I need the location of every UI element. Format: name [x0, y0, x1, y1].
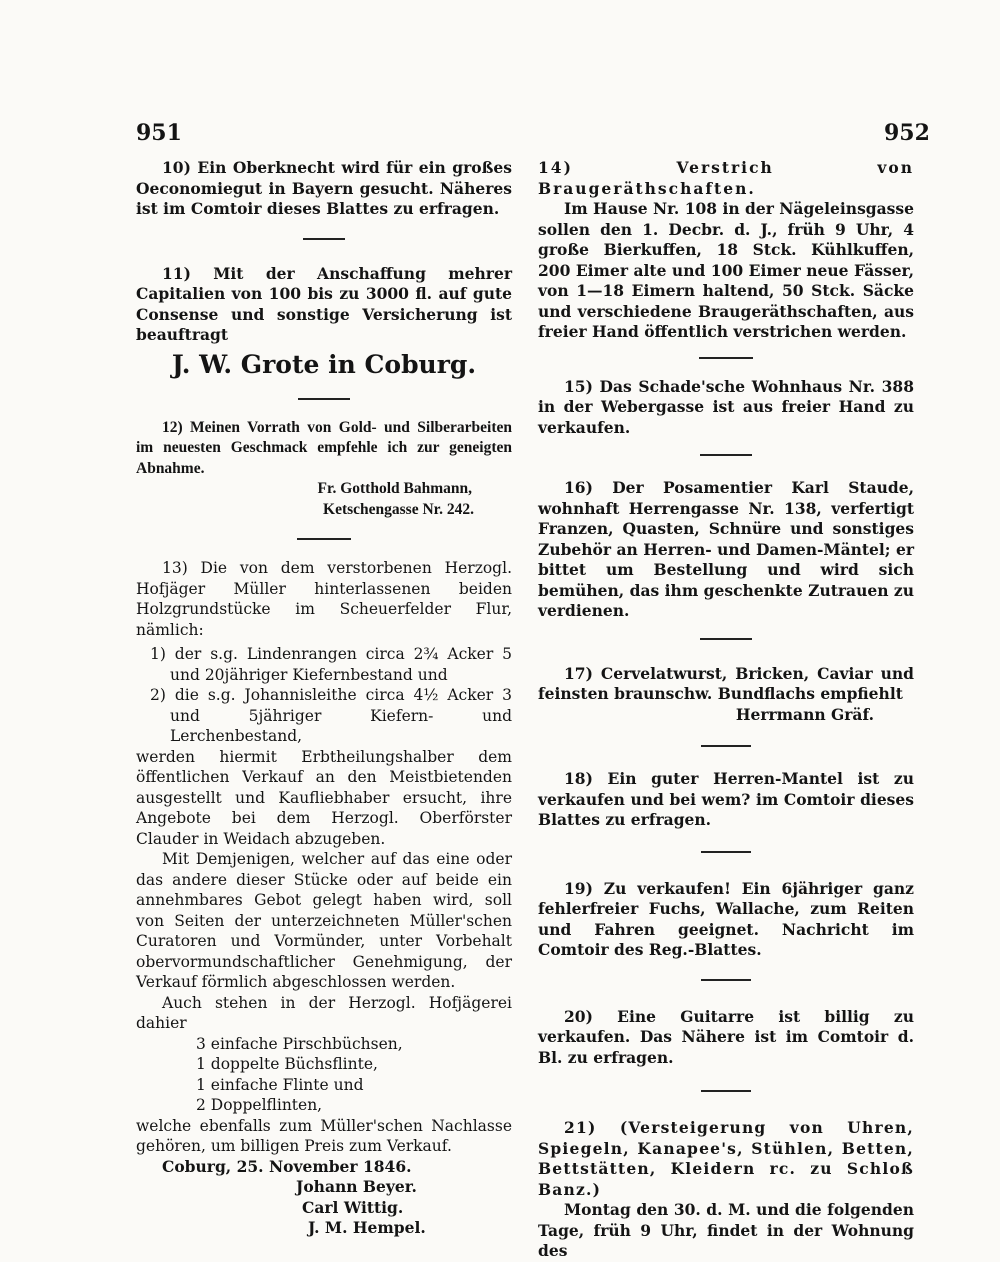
divider	[297, 538, 351, 540]
ad-13-date: Coburg, 25. November 1846.	[162, 1156, 412, 1176]
ad-13-intro: 13) Die von dem verstorbenen Herzogl. Hofjäger Müller hinterlassenen beiden Holzgrundstücke im Scheuerfelder Flur, nämlich:	[136, 559, 512, 639]
ad-17: 17) Cervelatwurst, Bricken, Caviar und feinsten braunschw. Bundflachs empfiehlt	[538, 663, 914, 703]
ad-20: 20) Eine Guitarre ist billig zu verkaufen. Das Nähere ist im Comtoir d. Bl. zu erfragen.	[538, 1006, 914, 1067]
ad-21-title: 21) (Versteigerung von Uhren, Spiegeln, Kanapee's, Stühlen, Betten, Bettstätten, Kleidern rc. zu Schloß Banz.)	[538, 1118, 914, 1199]
divider	[700, 638, 752, 640]
ad-11: 11) Mit der Anschaffung mehrer Capitalien von 100 bis zu 3000 fl. auf gute Consense und sonstige Versicherung ist beauftragt	[136, 263, 512, 344]
ad-13-paragraph-3: Auch stehen in der Herzogl. Hofjägerei dahier	[136, 993, 512, 1032]
page-number-left: 951	[136, 120, 182, 146]
ad-13-signature-2: Carl Wittig.	[302, 1197, 404, 1217]
page-number-right: 952	[884, 120, 930, 146]
divider	[700, 454, 752, 456]
ad-18: 18) Ein guter Herren-Mantel ist zu verkaufen und bei wem? im Comtoir dieses Blattes zu erfragen.	[538, 769, 914, 829]
divider	[701, 979, 751, 981]
ad-13-item-2: 2) die s.g. Johannisleithe circa 4½ Acker 3 und 5jähriger Kiefern- und Lerchenbestand,	[150, 686, 512, 745]
ad-11-name: J. W. Grote in Coburg.	[171, 349, 477, 379]
ad-16: 16) Der Posamentier Karl Staude, wohnhaft Herrengasse Nr. 138, verfertigt Franzen, Quasten, Schnüre und sonstiges Zubehör an Herren- und Damen-Mäntel; er bittet um Bestellung und wird sich bemühen, das ihm geschenkte Zutrauen zu verdienen.	[538, 478, 914, 620]
ad-17-signature: Herrmann Gräf.	[735, 704, 874, 724]
ad-19: 19) Zu verkaufen! Ein 6jähriger ganz fehlerfreier Fuchs, Wallache, zum Reiten und Fahren geeignet. Nachricht im Comtoir des Reg.-Blattes.	[538, 878, 914, 959]
ad-13-paragraph-4: welche ebenfalls zum Müller'schen Nachlasse gehören, um billigen Preis zum Verkauf.	[136, 1116, 512, 1155]
ad-12-signature-line2: Ketschengasse Nr. 242.	[323, 500, 474, 518]
ad-13-signature-3: J. M. Hempel.	[308, 1218, 426, 1237]
ad-13-gun-3: 1 einfache Flinte und	[196, 1075, 364, 1094]
ad-13-signature-1: Johann Beyer.	[296, 1177, 417, 1196]
ad-21-body: Montag den 30. d. M. und die folgenden Tage, früh 9 Uhr, findet in der Wohnung des	[538, 1200, 914, 1260]
ad-14-title: 14) Verstrich von Braugeräthschaften.	[538, 158, 914, 198]
ad-12: 12) Meinen Vorrath von Gold- und Silberarbeiten im neuesten Geschmack empfehle ich zur geneigten Abnahme.	[136, 418, 512, 477]
divider	[298, 398, 350, 400]
divider	[701, 851, 751, 853]
ad-13-gun-2: 1 doppelte Büchsflinte,	[196, 1055, 378, 1073]
ad-12-signature-line1: Fr. Gotthold Bahmann,	[317, 480, 472, 497]
divider	[699, 357, 753, 359]
divider	[701, 1090, 751, 1092]
ad-13-item-1: 1) der s.g. Lindenrangen circa 2¾ Acker 5 und 20jähriger Kiefernbestand und	[150, 645, 512, 684]
ad-14-body: Im Hause Nr. 108 in der Nägeleinsgasse sollen den 1. Decbr. d. J., früh 9 Uhr, 4 große Bierkuffen, 18 Stck. Kühlkuffen, 200 Eimer alte und 100 Eimer neue Fässer, von 1—18 Eimern haltend, 50 Stck. Säcke und verschiedene Braugeräthschaften, aus freier Hand öffentlich verstrichen werden.	[538, 199, 914, 341]
ad-13-gun-4: 2 Doppelflinten,	[196, 1096, 323, 1114]
ad-13-paragraph-2: Mit Demjenigen, welcher auf das eine oder das andere dieser Stücke oder auf beide ein annehmbares Gebot gelegt haben wird, soll von Seiten der unterzeichneten Müller'schen Curatoren und Vormünder, unter Vorbehalt obervormundschaftlicher Genehmigung, der Verkauf förmlich abgeschlossen werden.	[136, 850, 512, 991]
ad-13-paragraph-1: werden hiermit Erbtheilungshalber dem öffentlichen Verkauf an den Meistbietenden ausgestellt und Kaufliebhaber ersucht, ihre Angebote bei dem Herzogl. Oberförster Clauder in Weidach abzugeben.	[136, 747, 512, 848]
right-column	[538, 158, 914, 1262]
ad-15: 15) Das Schade'sche Wohnhaus Nr. 388 in der Webergasse ist aus freier Hand zu verkaufen.	[538, 376, 914, 437]
ad-13-gun-1: 3 einfache Pirschbüchsen,	[196, 1034, 403, 1053]
divider	[701, 745, 751, 747]
divider	[303, 238, 345, 240]
ad-10: 10) Ein Oberknecht wird für ein großes Oeconomiegut in Bayern gesucht. Näheres ist im Comtoir dieses Blattes zu erfragen.	[136, 158, 512, 218]
left-column	[136, 158, 512, 1239]
